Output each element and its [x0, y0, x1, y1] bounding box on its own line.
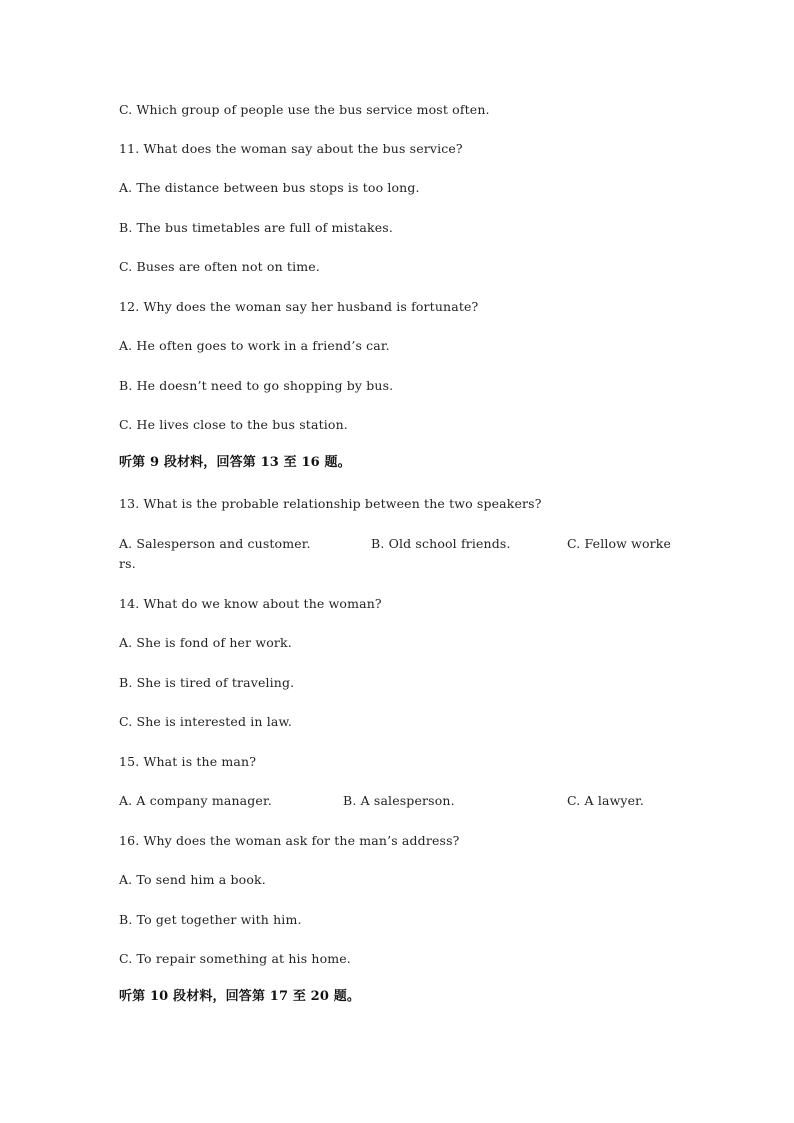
question-12-option-b: B. He doesn’t need to go shopping by bus. [119, 378, 394, 393]
question-15: 15. What is the man? [119, 754, 257, 769]
section-heading-10: 听第 10 段材料，回答第 17 至 20 题。 [119, 989, 361, 1004]
question-15-option-b: B. A salesperson. [343, 793, 455, 808]
question-13-option-b: B. Old school friends. [371, 536, 511, 551]
question-14-option-c: C. She is interested in law. [119, 714, 292, 729]
question-14-option-b: B. She is tired of traveling. [119, 675, 295, 690]
question-12-option-c: C. He lives close to the bus station. [119, 417, 348, 432]
question-16-option-b: B. To get together with him. [119, 912, 302, 927]
question-16-option-c: C. To repair something at his home. [119, 951, 351, 966]
question-14: 14. What do we know about the woman? [119, 596, 382, 611]
section-heading-9: 听第 9 段材料，回答第 13 至 16 题。 [119, 455, 351, 470]
question-16: 16. Why does the woman ask for the man’s address? [119, 833, 460, 848]
question-11-option-a: A. The distance between bus stops is too long. [119, 180, 420, 195]
question-10-option-c: C. Which group of people use the bus service most often. [119, 102, 490, 117]
question-15-option-c: C. A lawyer. [567, 793, 645, 808]
question-12: 12. Why does the woman say her husband is fortunate? [119, 299, 479, 314]
question-14-option-a: A. She is fond of her work. [119, 635, 292, 650]
question-11-option-c: C. Buses are often not on time. [119, 259, 320, 274]
question-11: 11. What does the woman say about the bus service? [119, 141, 463, 156]
question-13-option-a: A. Salesperson and customer. [119, 536, 311, 551]
question-11-option-b: B. The bus timetables are full of mistakes. [119, 220, 393, 235]
question-13-option-c-wrap: rs. [119, 556, 136, 571]
question-13: 13. What is the probable relationship between the two speakers? [119, 496, 542, 511]
question-15-option-a: A. A company manager. [119, 793, 272, 808]
question-13-option-c: C. Fellow worke [567, 536, 672, 551]
question-12-option-a: A. He often goes to work in a friend’s car. [119, 338, 390, 353]
question-16-option-a: A. To send him a book. [119, 872, 266, 887]
